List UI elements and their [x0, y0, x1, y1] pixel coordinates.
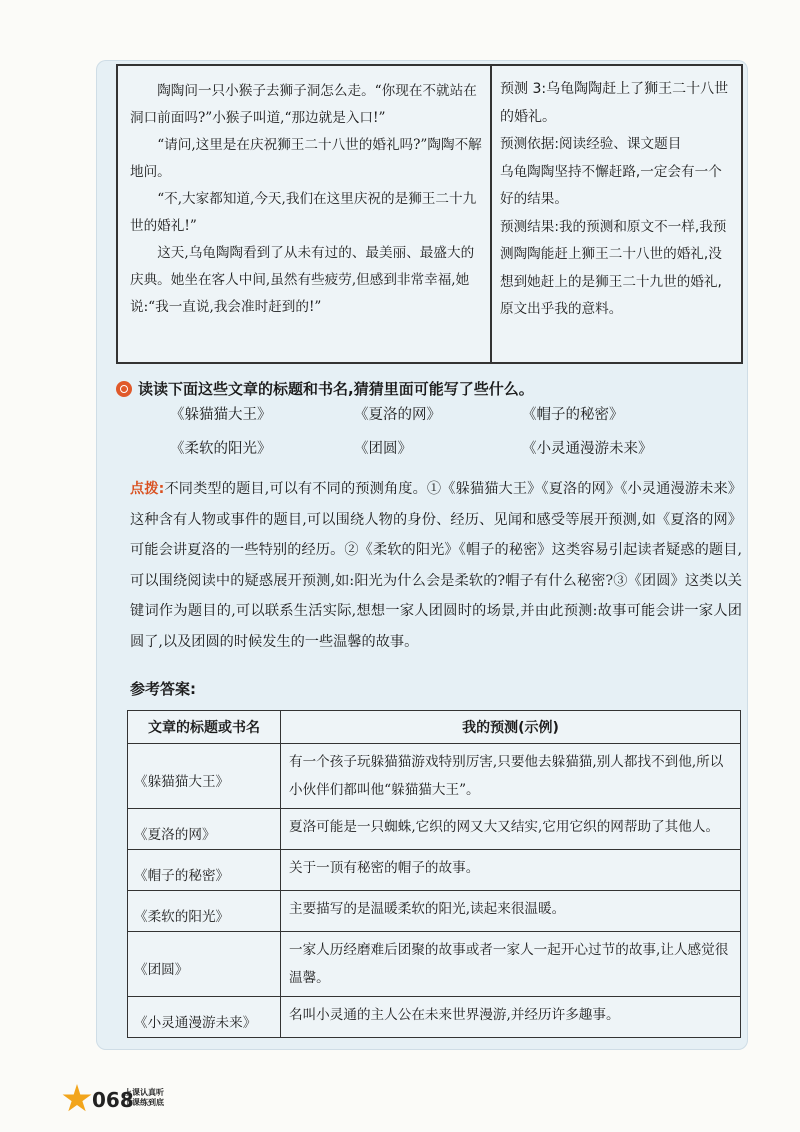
row-title: 《柔软的阳光》 [128, 891, 281, 932]
table-row [128, 850, 741, 891]
question-icon [116, 381, 132, 397]
title-item: 《团圆》 [354, 441, 412, 457]
story-paragraph: 陶陶问一只小猴子去狮子洞怎么走。“你现在不就站在洞口前面吗?”小猴子叫道,“那边就是入口!” [130, 83, 477, 126]
prediction-basis-detail: 乌龟陶陶坚持不懈赶路,一定会有一个好的结果。 [500, 163, 722, 207]
prediction-result: 预测结果:我的预测和原文不一样,我预测陶陶能赶上狮王二十八世的婚礼,没想到她赶上的是狮王二十九世的婚礼,原文出乎我的意料。 [500, 218, 727, 317]
hint-section [130, 474, 742, 657]
page-number: 068 [92, 1088, 134, 1112]
slogan-line: 上课认真听 [124, 1088, 164, 1097]
table-row [128, 891, 741, 932]
story-excerpt [118, 66, 492, 362]
story-paragraph: “不,大家都知道,今天,我们在这里庆祝的是狮王二十九世的婚礼!” [130, 191, 477, 234]
row-prediction: 名叫小灵通的主人公在未来世界漫游,并经历许多趣事。 [281, 997, 741, 1038]
answer-table [127, 710, 741, 1038]
row-prediction: 主要描写的是温暖柔软的阳光,读起来很温暖。 [281, 891, 741, 932]
slogan-line: 下课练到底 [124, 1098, 164, 1107]
title-item: 《柔软的阳光》 [170, 441, 272, 457]
prediction-basis: 预测依据:阅读经验、课文题目 [500, 136, 682, 152]
row-title: 《躲猫猫大王》 [128, 744, 281, 809]
title-item: 《躲猫猫大王》 [170, 407, 272, 423]
footer-slogan [124, 1088, 164, 1108]
table-row [128, 744, 741, 809]
title-item: 《帽子的秘密》 [522, 407, 624, 423]
hint-text: 不同类型的题目,可以有不同的预测角度。①《躲猫猫大王》《夏洛的网》《小灵通漫游未来》这种含有人物或事件的题目,可以围绕人物的身份、经历、见闻和感受等展开预测,如《夏洛的网》可能会讲夏洛的一些特别的经历。②《柔软的阳光》《帽子的秘密》这类容易引起读者疑惑的题目,可以围绕阅读中的疑惑展开预测,如:阳光为什么会是柔软的?帽子有什么秘密?③《团圆》这类以关键词作为题目的,可以联系生活实际,想想一家人团圆时的场景,并由此预测:故事可能会讲一家人团圆了,以及团圆的时候发生的一些温馨的故事。 [130, 481, 742, 650]
story-paragraph: 这天,乌龟陶陶看到了从未有过的、最美丽、最盛大的庆典。她坐在客人中间,虽然有些疲劳,但感到非常幸福,她说:“我一直说,我会准时赶到的!” [130, 245, 475, 315]
row-prediction: 有一个孩子玩躲猫猫游戏特别厉害,只要他去躲猫猫,别人都找不到他,所以小伙伴们都叫他“躲猫猫大王”。 [281, 744, 741, 809]
star-icon [62, 1084, 92, 1114]
row-title: 《团圆》 [128, 932, 281, 997]
table-row [128, 997, 741, 1038]
table-row [128, 932, 741, 997]
story-table [116, 64, 743, 364]
question [116, 378, 756, 399]
table-header-row [128, 711, 741, 744]
titles-list [170, 404, 730, 460]
title-item: 《小灵通漫游未来》 [522, 441, 653, 457]
header-prediction: 我的预测(示例) [281, 711, 741, 744]
row-title: 《帽子的秘密》 [128, 850, 281, 891]
row-prediction: 一家人历经磨难后团聚的故事或者一家人一起开心过节的故事,让人感觉很温馨。 [281, 932, 741, 997]
story-paragraph: “请问,这里是在庆祝狮王二十八世的婚礼吗?”陶陶不解地问。 [130, 137, 482, 180]
question-text: 读读下面这些文章的标题和书名,猜猜里面可能写了些什么。 [138, 380, 534, 398]
title-item: 《夏洛的网》 [354, 407, 441, 423]
reference-answer-label: 参考答案: [130, 680, 196, 698]
hint-label: 点拨: [130, 481, 165, 497]
table-row [128, 809, 741, 850]
row-title: 《夏洛的网》 [128, 809, 281, 850]
prediction-title: 预测 3:乌龟陶陶赶上了狮王二十八世的婚礼。 [500, 81, 729, 125]
header-title: 文章的标题或书名 [128, 711, 281, 744]
row-prediction: 关于一顶有秘密的帽子的故事。 [281, 850, 741, 891]
row-title: 《小灵通漫游未来》 [128, 997, 281, 1038]
row-prediction: 夏洛可能是一只蜘蛛,它织的网又大又结实,它用它织的网帮助了其他人。 [281, 809, 741, 850]
prediction-notes [492, 66, 741, 362]
